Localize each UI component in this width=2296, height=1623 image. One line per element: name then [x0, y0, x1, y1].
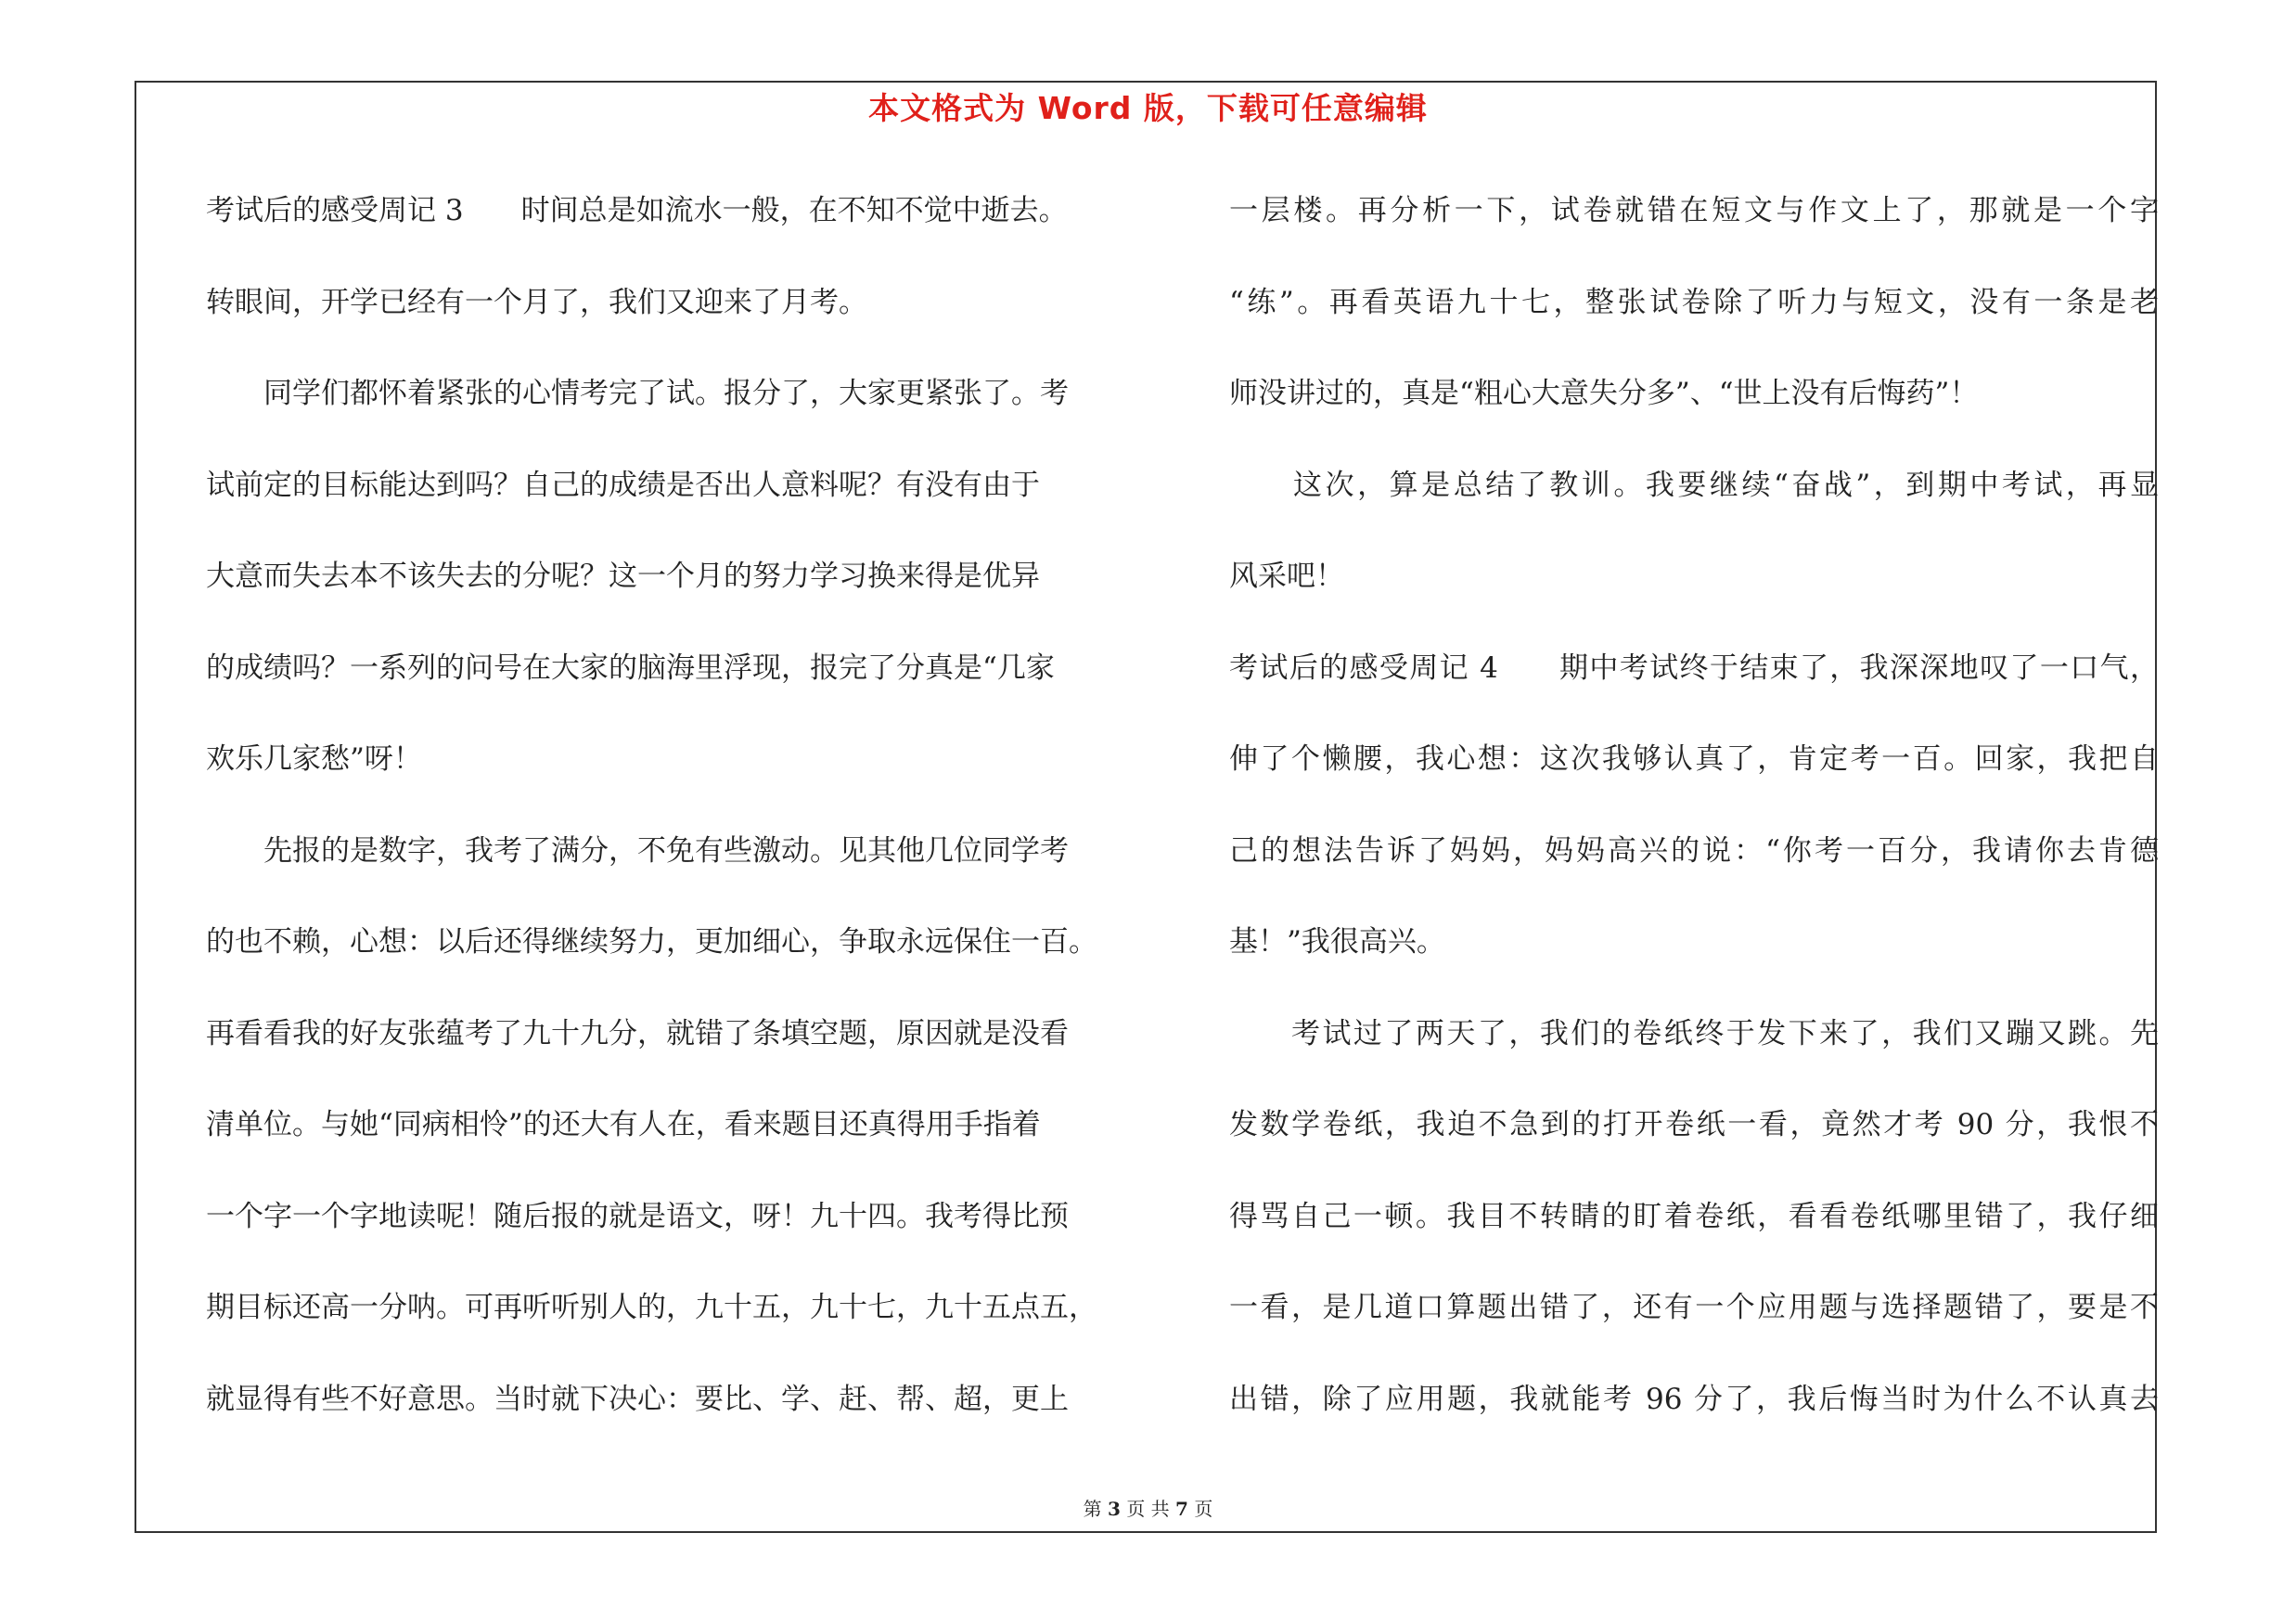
footer-suffix: 页 — [1194, 1498, 1213, 1520]
page-footer — [0, 1494, 2296, 1521]
footer-middle: 页 共 — [1126, 1498, 1170, 1520]
paragraph-line: 得骂自己一顿。我目不转睛的盯着卷纸，看看卷纸哪里错了，我仔细 — [1229, 1199, 2159, 1233]
paragraph-line: 考试后的感受周记 4 期中考试终于结束了，我深深地叹了一口气， — [1229, 650, 2159, 685]
total-page-count: 7 — [1175, 1498, 1188, 1520]
paragraph-line: 一看，是几道口算题出错了，还有一个应用题与选择题错了，要是不 — [1229, 1291, 2159, 1324]
paragraph-line: 的也不赖，心想：以后还得继续努力，更加细心，争取永远保住一百。 — [206, 925, 1097, 959]
paragraph-line: 一层楼。再分析一下，试卷就错在短文与作文上了，那就是一个字 — [1229, 194, 2159, 227]
paragraph-line: 伸了个懒腰，我心想：这次我够认真了，肯定考一百。回家，我把自 — [1229, 742, 2159, 776]
paragraph-line: “练”。再看英语九十七，整张试卷除了听力与短文，没有一条是老 — [1229, 285, 2159, 319]
paragraph-line: 这次，算是总结了教训。我要继续“奋战”，到期中考试，再显 — [1229, 468, 2159, 502]
paragraph-line: 师没讲过的，真是“粗心大意失分多”、“世上没有后悔药”！ — [1229, 377, 1979, 410]
paragraph-line: 期目标还高一分呐。可再听听别人的，九十五，九十七，九十五点五， — [206, 1291, 1097, 1324]
paragraph-line: 出错，除了应用题，我就能考 96 分了，我后悔当时为什么不认真去 — [1229, 1382, 2159, 1416]
paragraph-line: 风采吧！ — [1229, 560, 1344, 593]
paragraph-line: 发数学卷纸，我迫不急到的打开卷纸一看，竟然才考 90 分，我恨不 — [1229, 1108, 2159, 1141]
paragraph-line: 的成绩吗？一系列的问号在大家的脑海里浮现，报完了分真是“几家 — [206, 650, 1055, 685]
paragraph-line: 一个字一个字地读呢！随后报的就是语文，呀！九十四。我考得比预 — [206, 1199, 1069, 1233]
paragraph-line: 就显得有些不好意思。当时就下决心：要比、学、赶、帮、超，更上 — [206, 1382, 1069, 1416]
paragraph-line: 清单位。与她“同病相怜”的还大有人在，看来题目还真得用手指着 — [206, 1108, 1041, 1141]
paragraph-line: 基！”我很高兴。 — [1229, 925, 1445, 959]
paragraph-line: 再看看我的好友张蕴考了九十九分，就错了条填空题，原因就是没看 — [206, 1016, 1069, 1050]
paragraph-line: 大意而失去本不该失去的分呢？这一个月的努力学习换来得是优异 — [206, 560, 1040, 593]
paragraph-line: 考试后的感受周记 3 时间总是如流水一般，在不知不觉中逝去。 — [206, 194, 1068, 227]
paragraph-line: 先报的是数字，我考了满分，不免有些激动。见其他几位同学考 — [206, 833, 1069, 868]
paragraph-line: 欢乐几家愁”呀！ — [206, 742, 422, 776]
paragraph-line: 转眼间，开学已经有一个月了，我们又迎来了月考。 — [206, 285, 867, 319]
current-page-number: 3 — [1108, 1498, 1121, 1520]
paragraph-line: 试前定的目标能达到吗？自己的成绩是否出人意料呢？有没有由于 — [206, 468, 1040, 502]
left-column — [206, 183, 1171, 1462]
paragraph-line: 同学们都怀着紧张的心情考完了试。报分了，大家更紧张了。考 — [206, 377, 1069, 410]
paragraph-line: 考试过了两天了，我们的卷纸终于发下来了，我们又蹦又跳。先 — [1229, 1016, 2159, 1050]
paragraph-line: 己的想法告诉了妈妈，妈妈高兴的说：“你考一百分，我请你去肯德 — [1229, 833, 2159, 868]
footer-prefix: 第 — [1083, 1498, 1102, 1520]
right-column — [1229, 183, 2159, 1462]
document-banner: 本文格式为 Word 版，下载可任意编辑 — [868, 90, 1428, 126]
